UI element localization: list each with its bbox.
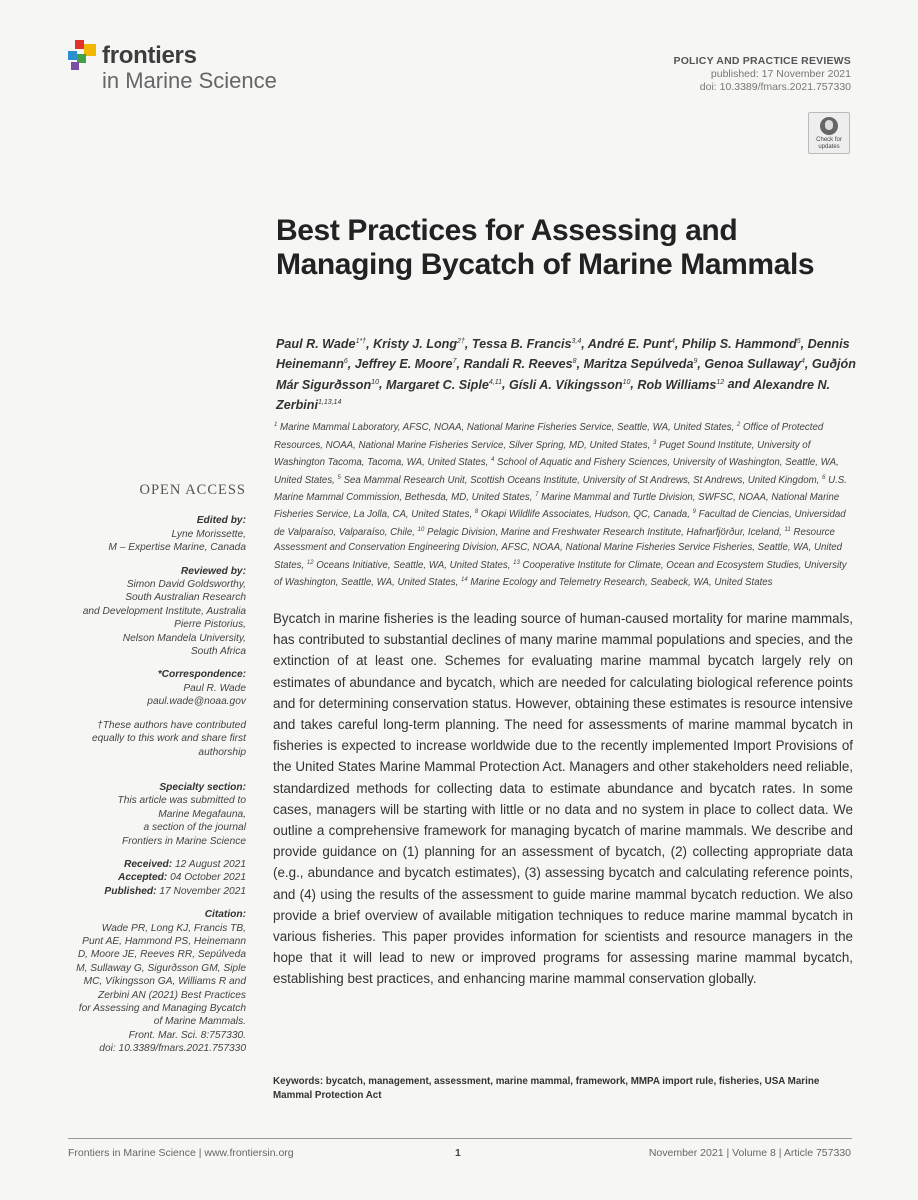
published-date: published: 17 November 2021 <box>710 68 851 80</box>
sidebar-line: Pierre Pistorius, <box>174 619 246 631</box>
sidebar-line: Simon David Goldsworthy, <box>126 579 246 591</box>
affiliation-item: $^8$ Okapi Wildlife Associates, Hudson, QC, Canada, <box>474 509 693 521</box>
sidebar-line: equally to this work and share first <box>91 733 246 745</box>
contribution-note <box>70 719 246 759</box>
author-name[interactable]: Paul R. Wade$^{1*\dagger}$ <box>276 337 367 352</box>
author-name[interactable]: Gísli A. Víkingsson$^{10}$ <box>508 377 631 392</box>
logo-journal-name: in Marine Science <box>102 68 277 93</box>
open-access-label: OPEN ACCESS <box>139 482 246 498</box>
article-sidebar <box>70 484 246 1066</box>
author-name[interactable]: André E. Punt$^4$ <box>587 337 675 352</box>
sidebar-line: Front. Mar. Sci. 8:757330. <box>128 1029 246 1041</box>
frontiers-logo-icon <box>68 40 98 72</box>
sidebar-line: †These authors have contributed <box>97 719 246 731</box>
author-name[interactable]: Genoa Sullaway$^4$ <box>704 357 805 372</box>
sidebar-line: Paul R. Wade <box>183 682 246 694</box>
article-meta-header <box>673 55 851 94</box>
author-affiliation-marker: 8 <box>572 358 577 366</box>
affiliation-item: $^5$ Sea Mammal Research Unit, Scottish Oceans Institute, University of St Andrews, St Andrews, United Kingdom, <box>337 474 823 486</box>
author-name[interactable]: Alexandre N. Zerbini$^{1,13,14}$ <box>276 377 831 412</box>
page-number: 1 <box>455 1147 461 1159</box>
sidebar-line: MC, Víkingsson GA, Williams R and <box>83 976 246 988</box>
author-list: Paul R. Wade$^{1*\dagger}$, Kristy J. Long$^{2\dagger}$, Tessa B. Francis$^{3,4}$, André E. Punt$^4$, Philip S. Hammond$^5$, Dennis Heinemann$^6$, Jeffrey E. Moore$^7$, Randali R. Reeves$^8$, Maritza Sepúlveda$^9$, Genoa Sullaway$^4$, Guðjón Már Sigurðsson$^{10}$, Margaret C. Siple$^{4,11}$, Gísli A. Víkingsson$^{10}$, Rob Williams$^{12}$ and Alexandre N. Zerbini$^{1,13,14}$ <box>276 337 856 412</box>
author-name[interactable]: Jeffrey E. Moore$^7$ <box>354 357 457 372</box>
citation-heading: Citation: <box>204 909 246 921</box>
sidebar-line: for Assessing and Managing Bycatch <box>78 1003 246 1014</box>
article-category: POLICY AND PRACTICE REVIEWS <box>673 55 851 67</box>
sidebar-line: South Australian Research <box>125 592 246 604</box>
author-name[interactable]: Kristy J. Long$^{2\dagger}$ <box>373 337 465 352</box>
author-affiliation-marker: 1*† <box>355 338 367 345</box>
sidebar-line: of Marine Mammals. <box>153 1016 246 1028</box>
author-affiliation-marker: 4 <box>800 358 805 366</box>
affiliation-item: $^{13}$ Cooperative Institute for Climate, Ocean and Ecosystem Studies, University of Washington, Seattle, WA, United States, <box>274 559 847 588</box>
affiliation-item: $^4$ School of Aquatic and Fishery Sciences, University of Washington, Seattle, WA, United States, <box>274 456 839 486</box>
sidebar-line: Marine Megafauna, <box>158 808 246 820</box>
correspondence-block <box>70 668 246 708</box>
affiliation-item: $^3$ Puget Sound Institute, University of Washington Tacoma, Tacoma, WA, United States, <box>274 439 811 469</box>
author-affiliation-marker: 6 <box>343 358 348 366</box>
sidebar-line: M, Sullaway G, Sigurðsson GM, Siple <box>76 962 246 974</box>
author-name[interactable]: Philip S. Hammond$^5$ <box>681 337 801 352</box>
author-affiliation-marker: 10 <box>371 378 379 386</box>
correspondence-heading: *Correspondence: <box>157 669 246 681</box>
check-for-updates-button[interactable] <box>808 112 850 154</box>
footer-divider <box>68 1138 852 1139</box>
author-name[interactable]: Randali R. Reeves$^8$ <box>463 357 577 372</box>
sidebar-line: D, Moore JE, Reeves RR, Sepúlveda <box>77 949 246 961</box>
article-doi[interactable]: doi: 10.3389/fmars.2021.757330 <box>699 81 851 93</box>
author-affiliation-marker: 3,4 <box>571 338 582 345</box>
sidebar-line: South Africa <box>190 646 246 658</box>
check-updates-label: Check for updates <box>816 137 842 150</box>
correspondence-email[interactable]: paul.wade@noaa.gov <box>147 696 246 708</box>
sidebar-line: Punt AE, Hammond PS, Heinemann <box>82 935 246 947</box>
author-affiliation-marker: 5 <box>796 338 801 345</box>
affiliation-item: $^{12}$ Oceans Initiative, Seattle, WA, United States, <box>306 559 514 571</box>
author-affiliation-marker: 7 <box>452 358 457 366</box>
author-name[interactable]: Guðjón Már Sigurðsson$^{10}$ <box>276 357 856 392</box>
affiliation-item: $^2$ Office of Protected Resources, NOAA, National Marine Fisheries Service, Silver Spring, MD, United States, <box>274 422 824 451</box>
article-title: Best Practices for Assessing and Managing Bycatch of Marine Mammals <box>276 214 815 281</box>
sidebar-line: This article was submitted to <box>117 795 246 807</box>
published-date-sidebar: 17 November 2021 <box>159 885 246 897</box>
author-affiliation-marker: 10 <box>622 378 631 386</box>
sidebar-line: Lyne Morissette, <box>171 528 246 540</box>
author-affiliation-marker: 2† <box>457 338 465 345</box>
edited-by-lines <box>70 528 246 555</box>
affiliation-item: $^{11}$ Resource Assessment and Conservation Engineering Division, AFSC, NOAA, National Marine Fisheries Service Fisheries, Seattle, WA, United States, <box>274 526 843 571</box>
affiliation-item: $^{14}$ Marine Ecology and Telemetry Research, Seabeck, WA, United States <box>461 576 773 588</box>
footer-journal-link[interactable]: Frontiers in Marine Science | www.frontiersin.org <box>68 1147 294 1159</box>
specialty-heading: Specialty section: <box>159 781 246 793</box>
author-affiliation-marker: 4,11 <box>488 378 502 386</box>
dates-block <box>70 858 246 898</box>
sidebar-line: Frontiers in Marine Science <box>122 835 246 847</box>
sidebar-line: doi: 10.3389/fmars.2021.757330 <box>99 1043 246 1055</box>
accepted-row <box>70 871 246 884</box>
author-affiliation-marker: 12 <box>716 378 725 386</box>
published-label: Published: <box>104 885 157 897</box>
edited-by-block <box>70 514 246 554</box>
affiliation-item: $^9$ Facultad de Ciencias, Universidad de Valparaíso, Valparaíso, Chile, <box>274 509 846 538</box>
received-label: Received: <box>124 858 173 870</box>
reviewed-by-heading: Reviewed by: <box>180 565 246 577</box>
affiliations <box>274 418 854 590</box>
sidebar-line: M – Expertise Marine, Canada <box>108 542 246 554</box>
affiliation-item: $^{10}$ Pelagic Division, Marine and Freshwater Research Institute, Hafnarfjörður, Iceland, <box>417 526 785 538</box>
sidebar-line: authorship <box>198 746 246 758</box>
abstract: Bycatch in marine fisheries is the leading source of human-caused mortality for marine mammals, has contributed to substantial declines of many marine mammal populations and species, and the extinction of at least one. Schemes for evaluating marine mammal bycatch largely rely on estimates of abundance and bycatch, which are needed for calculating biological reference points and for determining conservation status. However, obtaining these estimates is resource intensive and takes careful long-term planning. The need for assessments of marine mammal bycatch in fisheries is expected to increase worldwide due to the recently implemented Import Provisions of the United States Marine Mammal Protection Act. Managers and other stakeholders need reliable, standardized methods for collecting data to estimate abundance and bycatch rates. In some cases, managers will be starting with little or no data and no system in place to collect data. We outline a comprehensive framework for managing bycatch of marine mammals. We describe and provide guidance on (1) planning for an assessment of bycatch, (2) collecting appropriate data (e.g., abundance and bycatch estimates), (3) assessing bycatch and calculating reference points, and (4) using the results of the assessment to guide marine mammal bycatch reduction. We also provide a brief overview of available mitigation techniques to reduce marine mammal bycatch in various fisheries. This paper provides information for scientists and resource managers in the hope that it will lead to new or improved programs for assessing marine mammal bycatch, establishing best practices, and enhancing marine mammal conservation globally. <box>273 611 853 987</box>
received-date: 12 August 2021 <box>175 858 246 870</box>
accepted-label: Accepted: <box>117 872 168 884</box>
keywords: Keywords: bycatch, management, assessment, marine mammal, framework, MMPA import rule, fisheries, USA Marine Mammal Protection Act <box>273 1076 820 1101</box>
sidebar-line: a section of the journal <box>143 822 246 834</box>
affiliation-item: $^1$ Marine Mammal Laboratory, AFSC, NOAA, National Marine Fisheries Service, Seattle, WA, United States, <box>274 422 737 434</box>
reviewed-by-block <box>70 565 246 659</box>
author-name[interactable]: Dennis Heinemann$^6$ <box>276 337 850 372</box>
edited-by-heading: Edited by: <box>196 515 246 527</box>
specialty-lines <box>70 794 246 848</box>
author-name[interactable]: Tessa B. Francis$^{3,4}$ <box>471 337 582 352</box>
author-affiliation-marker: 1,13,14 <box>317 398 342 406</box>
journal-logo[interactable] <box>68 40 288 96</box>
author-name[interactable]: Rob Williams$^{12}$ <box>637 377 725 392</box>
sidebar-line: Nelson Mandela University, <box>122 632 246 644</box>
footer-issue-info: November 2021 | Volume 8 | Article 757330 <box>648 1147 851 1159</box>
affiliation-item: $^6$ U.S. Marine Mammal Commission, Bethesda, MD, United States, <box>274 474 847 503</box>
author-name[interactable]: Maritza Sepúlveda$^9$ <box>583 357 698 372</box>
published-row <box>70 885 246 898</box>
citation-lines <box>70 922 246 1056</box>
author-affiliation-marker: 9 <box>693 358 698 366</box>
accepted-date: 04 October 2021 <box>170 872 246 884</box>
citation-block <box>70 908 246 1055</box>
specialty-block <box>70 781 246 848</box>
author-affiliation-marker: 4 <box>671 338 675 345</box>
sidebar-line: Wade PR, Long KJ, Francis TB, <box>101 922 246 934</box>
affiliation-item: $^7$ Marine Mammal and Turtle Division, SWFSC, NOAA, National Marine Fisheries Service, La Jolla, CA, United States, <box>274 491 840 521</box>
sidebar-line: and Development Institute, Australia <box>82 605 246 617</box>
correspondence-lines <box>70 682 246 709</box>
received-row <box>70 858 246 871</box>
check-updates-icon <box>820 117 838 135</box>
author-name[interactable]: Margaret C. Siple$^{4,11}$ <box>385 377 502 392</box>
logo-brand: frontiers <box>102 42 197 69</box>
reviewed-by-lines <box>70 578 246 658</box>
sidebar-line: Zerbini AN (2021) Best Practices <box>98 989 246 1001</box>
